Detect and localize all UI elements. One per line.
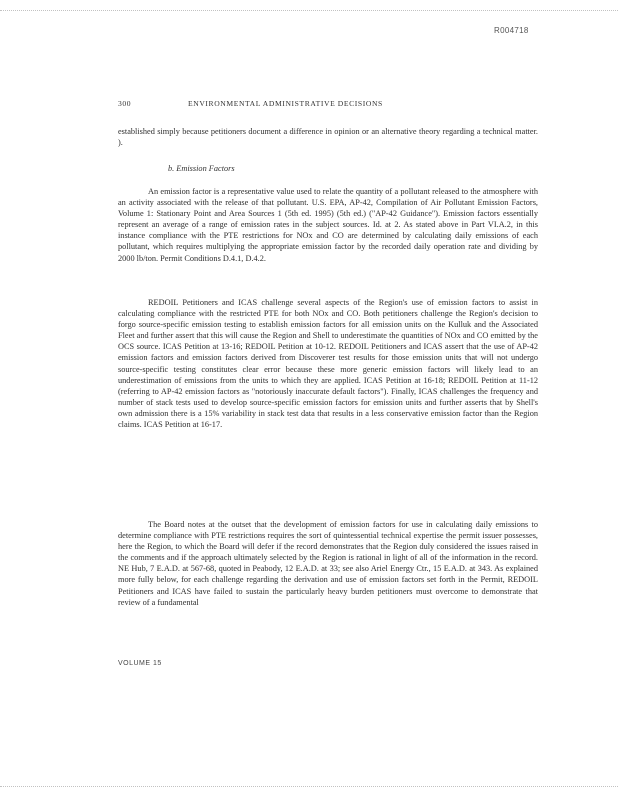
scan-edge-bottom	[0, 786, 618, 789]
bates-number: R004718	[494, 26, 529, 35]
section-heading	[168, 164, 235, 173]
challenge-text: REDOIL Petitioners and ICAS challenge several aspects of the Region's use of emission factors to assist in calculating compliance with the restricted PTE for both NOx and CO. Both petitioners challenge the Region's decision to forgo source-specific emission testing to establish emission factors for all emission units on the Kulluk and the Associated Fleet and further assert that this will cause the Region and Shell to underestimate the quantities of NOx and CO emitted by the OCS source. ICAS Petition at 13-16; REDOIL Petition at 10-12. REDOIL Petitioners and ICAS assert that the use of AP-42 emission factors and emission factors derived from Discoverer test results for those emission units that will not undergo source-specific testing constitutes clear error because these more generic emission factors will likely lead to an underestimation of emissions from the units to which they are applied. ICAS Petition at 16-18; REDOIL Petition at 11-12 (referring to AP-42 emission factors as "notoriously inaccurate default factors"). Finally, ICAS challenges the frequency and number of stack tests used to develop source-specific emission factors for emission units and further asserts that by Shell's own admission there is a 15% variability in stack test data that results in a less conservative emission factor than the Region claims. ICAS Petition at 16-17.	[118, 298, 538, 430]
volume-footer: VOLUME 15	[118, 660, 162, 667]
section-heading-text: b. Emission Factors	[168, 164, 235, 173]
page-number: 300	[118, 99, 132, 108]
continuation-text: established simply because petitioners document a difference in opinion or an alternative theory regarding a technical matter. ).	[118, 127, 538, 148]
running-head-title: ENVIRONMENTAL ADMINISTRATIVE DECISIONS	[188, 99, 383, 108]
scan-edge-top	[0, 10, 618, 13]
emission-factor-paragraph	[118, 186, 538, 264]
board-notes-text: The Board notes at the outset that the development of emission factors for use in calculating daily emissions to determine compliance with PTE restrictions requires the sort of quintessential technical expertise the permit issuer possesses, here the Region, to which the Board will defer if the record demonstrates that the Region duly considered the issues raised in the comments and if the approach ultimately selected by the Region is rational in light of all of the information in the record. NE Hub, 7 E.A.D. at 567-68, quoted in Peabody, 12 E.A.D. at 33; see also Ariel Energy Ctr., 15 E.A.D. at 343. As explained more fully below, for each challenge regarding the derivation and use of emission factors set forth in the Permit, REDOIL Petitioners and ICAS have failed to sustain the particularly heavy burden petitioners must overcome to demonstrate that review of a fundamental	[118, 520, 538, 607]
continuation-paragraph	[118, 126, 538, 148]
challenge-paragraph	[118, 297, 538, 430]
board-notes-paragraph	[118, 519, 538, 608]
emission-factor-text: An emission factor is a representative value used to relate the quantity of a pollutant released to the atmosphere with an activity associated with the release of that pollutant. U.S. EPA, AP-42, Compilation of Air Pollutant Emission Factors, Volume 1: Stationary Point and Area Sources 1 (5th ed. 1995) (5th ed.) ("AP-42 Guidance"). Emission factors essentially represent an average of a range of emission rates in the subject sources. Id. at 2. As stated above in Part VI.A.2, in this instance compliance with the PTE restrictions for NOx and CO are determined by calculating daily emissions of each pollutant, which requires multiplying the appropriate emission factor by the recorded daily operation rate and dividing by 2000 lb/ton. Permit Conditions D.4.1, D.4.2.	[118, 187, 538, 263]
